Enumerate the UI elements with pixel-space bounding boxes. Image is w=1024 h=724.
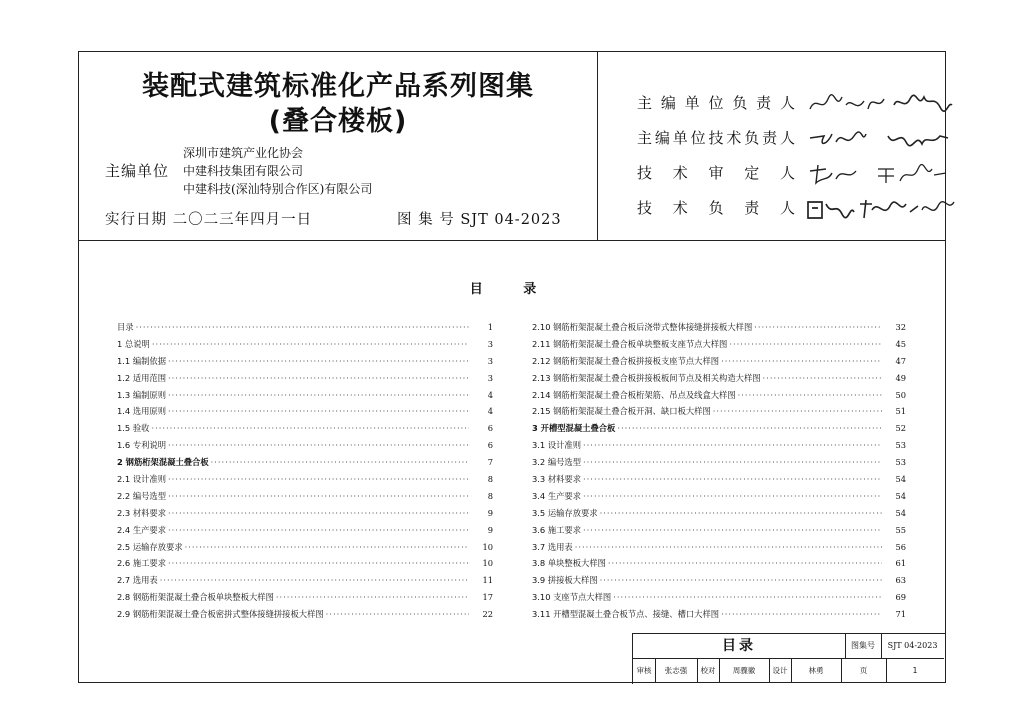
toc-entry-title: 2.7 选用表 <box>117 575 158 586</box>
title-block <box>632 633 945 684</box>
signature-image <box>806 126 956 152</box>
toc-leader-dots <box>168 437 469 454</box>
toc-entry-page: 52 <box>895 423 906 434</box>
toc-entry-page: 49 <box>895 372 906 383</box>
toc-leader-dots <box>613 589 882 606</box>
responsible-row <box>637 196 956 222</box>
toc-entry <box>117 403 493 420</box>
toc-entry-page: 4 <box>487 389 493 400</box>
responsible-label: 主编单位技术负责人 <box>637 129 795 147</box>
toc-entry-title: 2 钢筋桁架混凝土叠合板 <box>117 457 209 468</box>
toc-entry-page: 53 <box>895 440 906 451</box>
toc-leader-dots <box>136 319 469 336</box>
toc-entry-page: 4 <box>487 406 493 417</box>
toc-entry <box>117 370 493 387</box>
toc-entry-page: 8 <box>487 474 493 485</box>
responsible-label: 技术审定人 <box>637 164 795 182</box>
toc-entry <box>532 522 906 539</box>
toc-entry-title: 3.1 设计准则 <box>532 440 582 451</box>
responsible-row <box>637 161 956 187</box>
toc-entry-page: 63 <box>895 575 906 586</box>
toc-entry-title: 3.8 单块整板大样图 <box>532 558 606 569</box>
toc-entry <box>117 589 493 606</box>
toc-entry <box>532 606 906 623</box>
toc-entry-page: 54 <box>895 490 906 501</box>
signature-image <box>806 196 956 222</box>
toc-leader-dots <box>713 403 882 420</box>
toc-leader-dots <box>617 420 882 437</box>
toc-entry-title: 3.6 施工要求 <box>532 524 582 535</box>
toc-entry <box>532 539 906 556</box>
designer-name: 林勇 <box>791 658 842 683</box>
toc-leader-dots <box>152 336 469 353</box>
title-block-signoff-row <box>633 658 944 683</box>
toc-entry-page: 6 <box>487 440 493 451</box>
toc-entry <box>532 471 906 488</box>
toc-leader-dots <box>185 539 469 556</box>
atlas-title: 装配式建筑标准化产品系列图集 <box>142 71 534 102</box>
toc-entry-page: 10 <box>482 541 493 552</box>
toc-entry <box>532 420 906 437</box>
toc-entry-page: 10 <box>482 558 493 569</box>
toc-leader-dots <box>168 505 469 522</box>
toc-entry-title: 2.12 钢筋桁架混凝土叠合板拼接板支座节点大样图 <box>532 355 720 366</box>
page-label: 页 <box>841 658 887 683</box>
toc-entry-title: 2.15 钢筋桁架混凝土叠合板开洞、缺口板大样图 <box>532 406 711 417</box>
toc-leader-dots <box>211 454 469 471</box>
toc-entry-page: 3 <box>487 355 493 366</box>
toc-entry-title: 2.9 钢筋桁架混凝土叠合板密拼式整体接缝拼接板大样图 <box>117 609 324 620</box>
designer-label: 设计 <box>769 658 792 683</box>
responsible-row <box>637 126 956 152</box>
toc-entry <box>117 539 493 556</box>
toc-entry-title: 2.11 钢筋桁架混凝土叠合板单块整板支座节点大样图 <box>532 338 728 349</box>
toc-entry-page: 9 <box>487 524 493 535</box>
toc-leader-dots <box>151 420 469 437</box>
toc-entry-page: 7 <box>487 457 493 468</box>
toc-leader-dots <box>721 606 882 623</box>
toc-entry-title: 2.5 运输存放要求 <box>117 541 183 552</box>
cover-section <box>79 52 945 241</box>
toc-entry-title: 2.8 钢筋桁架混凝土叠合板单块整板大样图 <box>117 592 274 603</box>
toc-entry-page: 50 <box>895 389 906 400</box>
reviewer-label: 审核 <box>633 658 656 683</box>
checker-label: 校对 <box>697 658 720 683</box>
toc-entry <box>532 454 906 471</box>
toc-leader-dots <box>738 387 882 404</box>
toc-entry-page: 11 <box>482 575 493 586</box>
toc-leader-dots <box>600 505 882 522</box>
cover-divider <box>597 52 598 240</box>
toc-entry-title: 2.6 施工要求 <box>117 558 167 569</box>
responsible-row <box>637 91 956 117</box>
toc-leader-dots <box>168 488 469 505</box>
toc-entry <box>117 387 493 404</box>
toc-entry <box>117 606 493 623</box>
toc-entry-title: 3.10 支座节点大样图 <box>532 592 612 603</box>
toc-entry-title: 2.13 钢筋桁架混凝土叠合板拼接板板间节点及相关构造大样图 <box>532 372 761 383</box>
toc-entry <box>532 319 906 336</box>
toc-entry-page: 53 <box>895 457 906 468</box>
toc-leader-dots <box>168 471 469 488</box>
toc-entry <box>532 403 906 420</box>
editor-org: 深圳市建筑产业化协会 <box>183 146 304 160</box>
toc-entry-title: 3.2 编号选型 <box>532 457 582 468</box>
toc-entry-page: 51 <box>895 406 906 417</box>
responsible-label: 技术负责人 <box>637 199 795 217</box>
implementation-date: 实行日期 二〇二三年四月一日 <box>105 212 313 228</box>
atlas-number-value: SJT 04-2023 <box>887 641 938 650</box>
toc-leader-dots <box>168 370 469 387</box>
toc-entry-page: 8 <box>487 490 493 501</box>
toc-entry-title: 2.2 编号选型 <box>117 490 167 501</box>
toc-entry-title: 1.1 编制依据 <box>117 355 167 366</box>
toc-entry-page: 71 <box>895 609 906 620</box>
toc-entry-title: 1.3 编制原则 <box>117 389 167 400</box>
toc-entry <box>532 572 906 589</box>
drawing-name: 目录 <box>633 634 846 658</box>
toc-leader-dots <box>326 606 469 623</box>
toc-leader-dots <box>583 471 882 488</box>
toc-leader-dots <box>575 539 882 556</box>
toc-entry-title: 3.3 材料要求 <box>532 474 582 485</box>
toc-leader-dots <box>608 555 882 572</box>
toc-entry <box>117 319 493 336</box>
toc-entry <box>117 353 493 370</box>
page-number: 1 <box>912 666 918 675</box>
toc-entry-title: 1.6 专利说明 <box>117 440 167 451</box>
toc-entry <box>117 471 493 488</box>
toc-entry-page: 54 <box>895 507 906 518</box>
toc-leader-dots <box>721 353 882 370</box>
toc-entry-title: 目录 <box>117 322 134 332</box>
toc-entry-page: 6 <box>487 423 493 434</box>
toc-entry <box>532 437 906 454</box>
toc-entry-title: 2.4 生产要求 <box>117 524 167 535</box>
reviewer-name: 张志强 <box>655 658 698 683</box>
toc-entry <box>117 572 493 589</box>
toc-entry <box>117 420 493 437</box>
toc-leader-dots <box>168 555 469 572</box>
toc-leader-dots <box>276 589 469 606</box>
toc-entry-title: 3.9 拼接板大样图 <box>532 575 598 586</box>
toc-entry-page: 55 <box>895 524 906 535</box>
toc-entry-page: 9 <box>487 507 493 518</box>
toc-entry <box>532 387 906 404</box>
toc-leader-dots <box>763 370 882 387</box>
toc-title: 目 录 <box>469 282 555 297</box>
toc-entry-title: 3.4 生产要求 <box>532 490 582 501</box>
toc-leader-dots <box>583 488 882 505</box>
editor-org: 中建科技(深汕特别合作区)有限公司 <box>183 182 373 196</box>
toc-leader-dots <box>600 572 882 589</box>
toc-entry <box>117 454 493 471</box>
toc-entry-title: 2.10 钢筋桁架混凝土叠合板后浇带式整体接缝拼接板大样图 <box>532 322 753 332</box>
toc-entry-page: 61 <box>895 558 906 569</box>
toc-entry-title: 1 总说明 <box>117 338 150 349</box>
toc-entry-title: 1.5 验收 <box>117 423 150 434</box>
toc-entry-title: 2.1 设计准则 <box>117 474 167 485</box>
editor-org: 中建科技集团有限公司 <box>183 164 304 178</box>
toc-entry-title: 3.7 选用表 <box>532 541 573 552</box>
toc-leader-dots <box>729 336 882 353</box>
toc-entry-title: 1.4 选用原则 <box>117 406 167 417</box>
toc-entry <box>117 555 493 572</box>
toc-leader-dots <box>168 522 469 539</box>
toc-entry-title: 2.3 材料要求 <box>117 507 167 518</box>
toc-right-column <box>532 319 906 623</box>
atlas-subtitle: (叠合楼板) <box>268 106 408 137</box>
toc-entry <box>117 437 493 454</box>
toc-entry-page: 22 <box>482 609 493 620</box>
toc-entry <box>532 505 906 522</box>
toc-leader-dots <box>160 572 469 589</box>
toc-leader-dots <box>168 353 469 370</box>
toc-entry-title: 3.5 运输存放要求 <box>532 507 598 518</box>
toc-entry-title: 3 开槽型混凝土叠合板 <box>532 423 616 434</box>
toc-entry-page: 56 <box>895 541 906 552</box>
toc-entry <box>532 589 906 606</box>
toc-leader-dots <box>583 522 882 539</box>
signature-image <box>806 91 956 117</box>
toc-entry-page: 17 <box>482 592 493 603</box>
toc-leader-dots <box>168 387 469 404</box>
toc-entry <box>532 336 906 353</box>
toc-entry-title: 3.11 开槽型混凝土叠合板节点、接缝、槽口大样图 <box>532 609 720 620</box>
toc-leader-dots <box>583 437 882 454</box>
atlas-number: 图 集 号 SJT 04-2023 <box>397 212 562 228</box>
toc-entry-page: 3 <box>487 338 493 349</box>
toc-entry <box>532 555 906 572</box>
toc-entry <box>117 522 493 539</box>
toc-entry <box>532 488 906 505</box>
toc-entry-page: 45 <box>895 338 906 349</box>
editor-label: 主编单位 <box>105 162 170 180</box>
toc-entry-page: 1 <box>487 322 493 332</box>
atlas-number-label: 图集号 <box>845 634 882 658</box>
responsible-label: 主编单位负责人 <box>637 94 795 112</box>
toc-left-column <box>117 319 493 623</box>
checker-name: 周骤徽 <box>719 658 770 683</box>
toc-entry-page: 69 <box>895 592 906 603</box>
toc-entry-page: 3 <box>487 372 493 383</box>
toc-entry <box>532 370 906 387</box>
toc-entry-title: 2.14 钢筋桁架混凝土叠合板桁架筋、吊点及线盒大样图 <box>532 389 736 400</box>
drawing-frame <box>78 51 946 683</box>
toc-leader-dots <box>754 319 882 336</box>
toc-leader-dots <box>168 403 469 420</box>
toc-entry <box>117 505 493 522</box>
toc-entry-page: 32 <box>895 322 906 332</box>
toc-entry-page: 47 <box>895 355 906 366</box>
toc-entry <box>117 488 493 505</box>
title-block-top <box>633 634 944 659</box>
toc-entry <box>117 336 493 353</box>
signature-image <box>806 161 956 187</box>
toc-entry-title: 1.2 适用范围 <box>117 372 167 383</box>
toc-entry-page: 54 <box>895 474 906 485</box>
toc-entry <box>532 353 906 370</box>
toc-leader-dots <box>583 454 882 471</box>
